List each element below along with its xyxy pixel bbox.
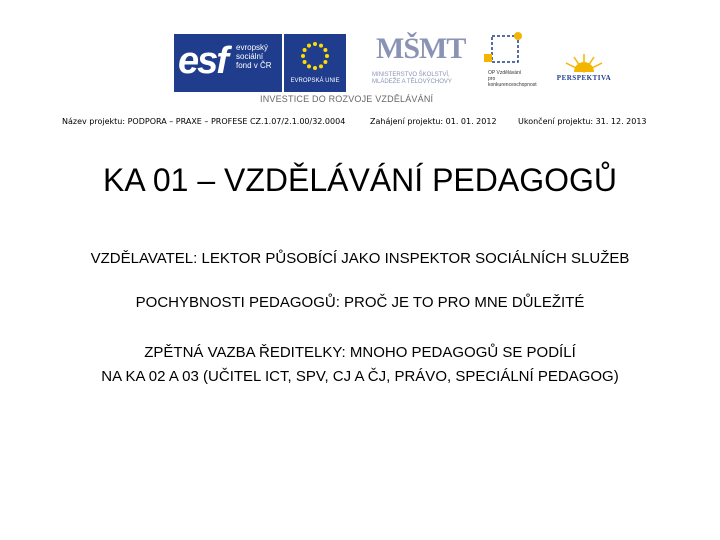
logo-band bbox=[172, 30, 622, 110]
project-start: Zahájení projektu: 01. 01. 2012 bbox=[370, 117, 497, 126]
op-puzzle-icon bbox=[474, 30, 536, 70]
esf-text-line: evropský bbox=[236, 43, 269, 52]
eu-stars-icon bbox=[292, 38, 338, 74]
eu-logo bbox=[284, 34, 346, 92]
op-text-line: OP Vzdělávání bbox=[488, 70, 522, 76]
body-line-lecturer: VZDĚLAVATEL: LEKTOR PŮSOBÍCÍ JAKO INSPEKTOR SOCIÁLNÍCH SLUŽEB bbox=[90, 250, 630, 267]
body-line-doubts: POCHYBNOSTI PEDAGOGŮ: PROČ JE TO PRO MNE DŮLEŽITÉ bbox=[135, 294, 585, 311]
msmt-text: MINISTERSTVO ŠKOLSTVÍ, MLÁDEŽE A TĚLOVÝCHOVY bbox=[372, 72, 452, 85]
project-end: Ukončení projektu: 31. 12. 2013 bbox=[518, 117, 647, 126]
eu-text: EVROPSKÁ UNIE bbox=[290, 78, 340, 84]
investice-tagline: INVESTICE DO ROZVOJE VZDĚLÁVÁNÍ bbox=[260, 94, 434, 104]
esf-letters: esf bbox=[178, 40, 227, 82]
perspektiva-logo bbox=[552, 48, 616, 88]
esf-logo bbox=[174, 34, 282, 92]
op-text bbox=[488, 70, 537, 88]
body-line-feedback: ZPĚTNÁ VAZBA ŘEDITELKY: MNOHO PEDAGOGŮ SE PODÍLÍ bbox=[144, 344, 576, 361]
msmt-mark: MŠMT bbox=[376, 32, 466, 65]
page-title: KA 01 – VZDĚLÁVÁNÍ PEDAGOGŮ bbox=[103, 162, 617, 198]
msmt-logo bbox=[370, 32, 470, 96]
sun-icon bbox=[552, 48, 616, 74]
op-logo bbox=[474, 30, 536, 94]
op-text-line: pro konkurenceschopnost bbox=[488, 76, 537, 88]
esf-text-line: sociální bbox=[236, 52, 264, 61]
perspektiva-text: PERSPEKTIVA bbox=[556, 74, 612, 82]
project-name: Název projektu: PODPORA – PRAXE – PROFESE CZ.1.07/2.1.00/32.0004 bbox=[62, 117, 346, 126]
body-line-participation: NA KA 02 A 03 (UČITEL ICT, SPV, CJ A ČJ, PRÁVO, SPECIÁLNÍ PEDAGOG) bbox=[101, 368, 619, 385]
esf-text-line: fond v ČR bbox=[236, 61, 272, 70]
esf-text bbox=[236, 43, 272, 70]
